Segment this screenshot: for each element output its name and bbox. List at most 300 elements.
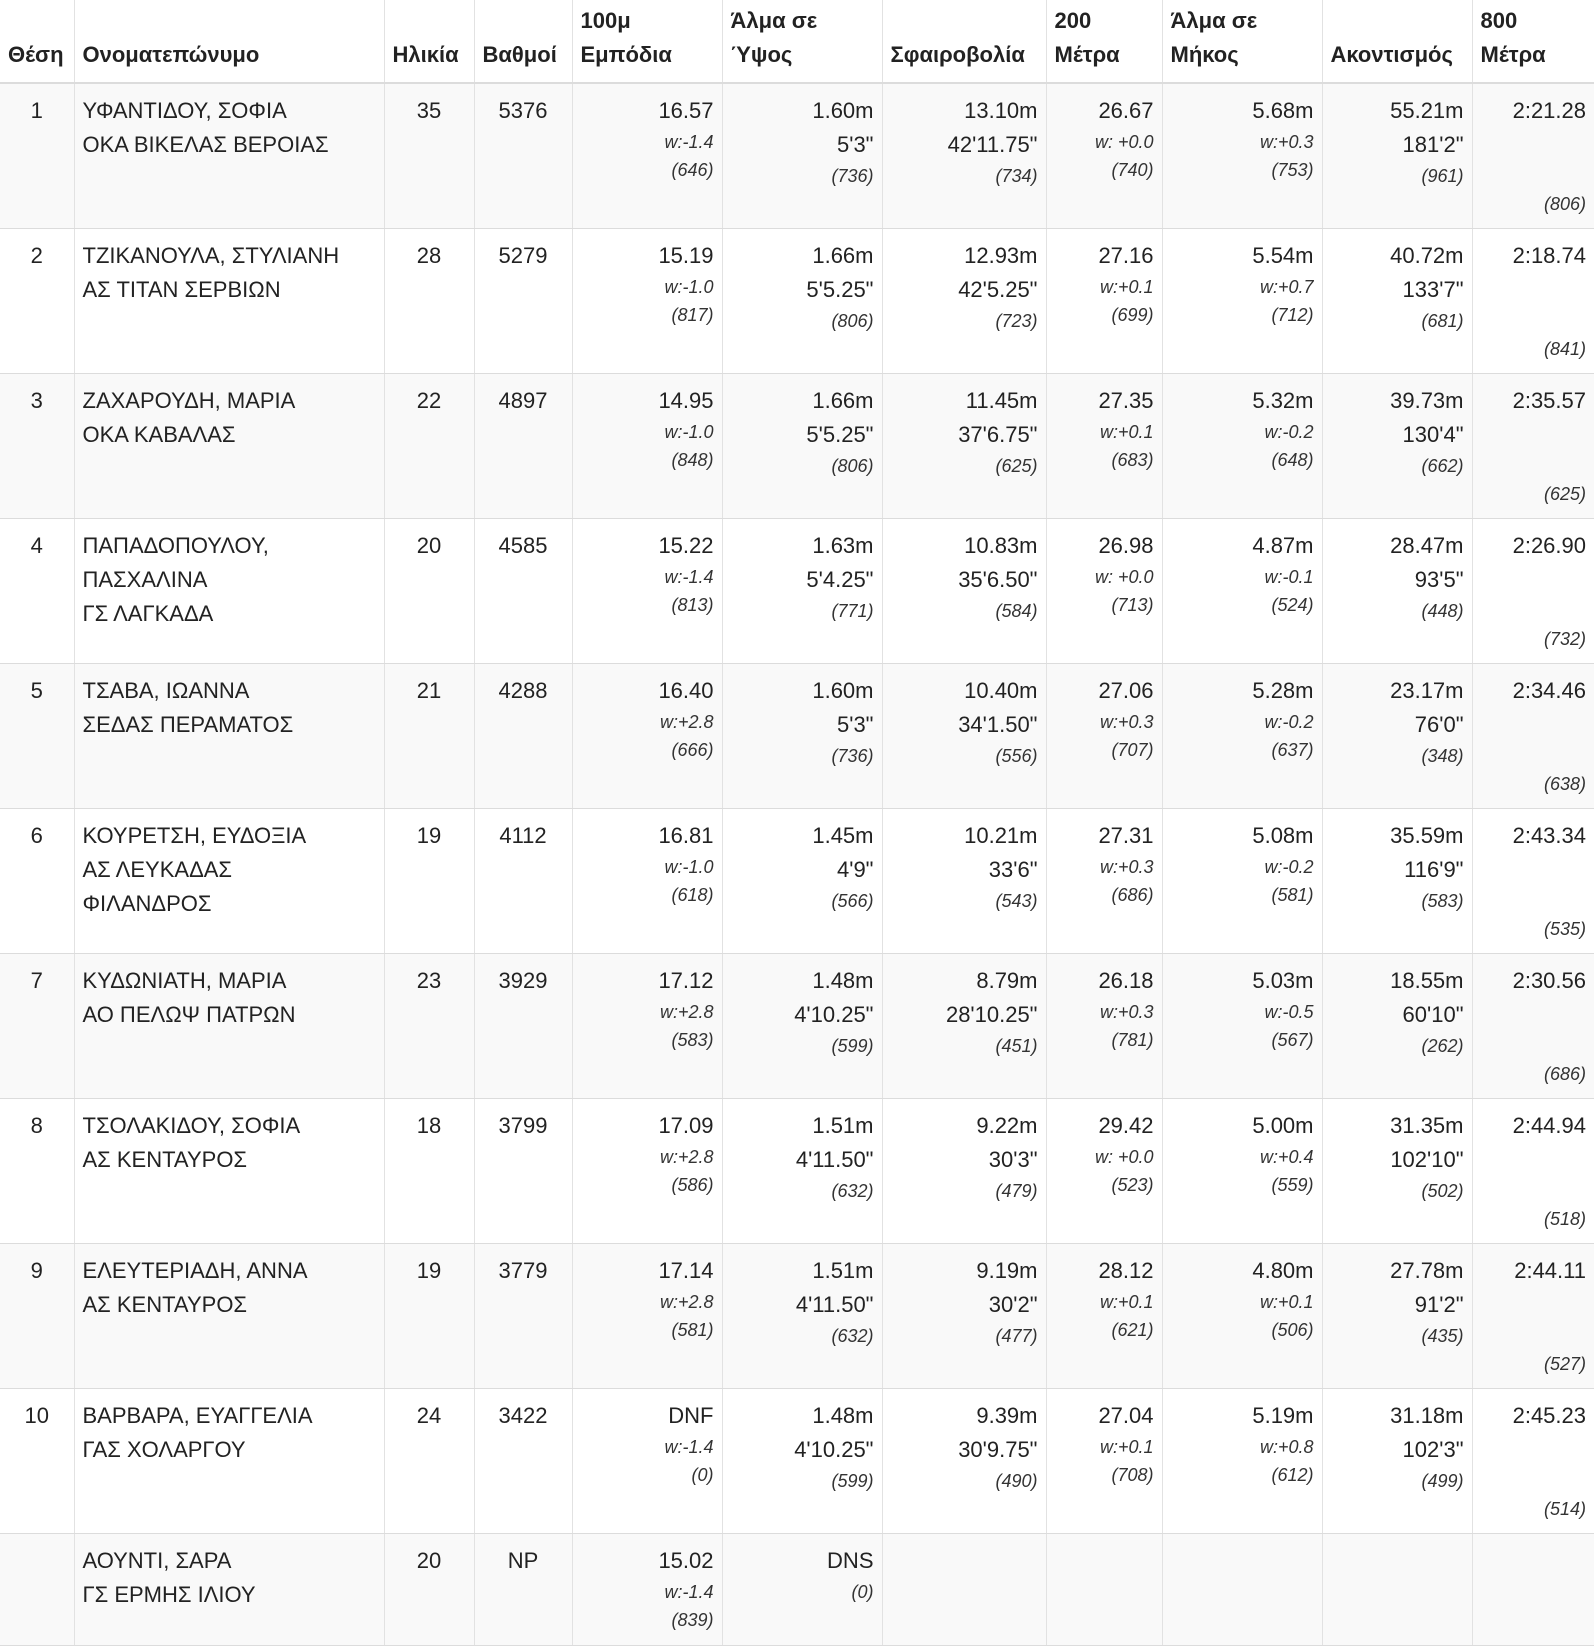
shot-put-cell bbox=[882, 1244, 1046, 1389]
event-mark: 2:44.94 bbox=[1512, 1113, 1586, 1138]
athlete-line: ΟΚΑ ΚΑΒΑΛΑΣ bbox=[82, 422, 236, 447]
event-points: (618) bbox=[671, 885, 714, 905]
points-cell: 5376 bbox=[474, 83, 572, 229]
event-mark: 1.48m bbox=[812, 968, 874, 993]
event-mark: 16.57 bbox=[658, 98, 714, 123]
athlete-line: ΠΑΣΧΑΛΙΝΑ bbox=[82, 567, 208, 592]
athlete-line: ΒΑΡΒΑΡΑ, ΕΥΑΓΓΕΛΙΑ bbox=[82, 1403, 313, 1428]
event-mark: 15.22 bbox=[658, 533, 714, 558]
long-jump-cell bbox=[1162, 1099, 1322, 1244]
event-points: (734) bbox=[995, 166, 1038, 186]
athlete-line: ΚΟΥΡΕΤΣΗ, ΕΥΔΟΞΙΑ bbox=[82, 823, 307, 848]
m200-cell bbox=[1046, 83, 1162, 229]
event-points: (518) bbox=[1543, 1209, 1586, 1229]
event-mark: 27.04 bbox=[1098, 1403, 1154, 1428]
athlete-line: ΚΥΔΩΝΙΑΤΗ, ΜΑΡΙΑ bbox=[82, 968, 287, 993]
event-points: (477) bbox=[995, 1326, 1038, 1346]
high-jump-cell bbox=[722, 1099, 882, 1244]
place-cell: 4 bbox=[0, 519, 74, 664]
points-cell: 3799 bbox=[474, 1099, 572, 1244]
event-mark: 2:18.74 bbox=[1512, 243, 1586, 268]
athlete-line: ΤΣΑΒΑ, ΙΩΑΝΝΑ bbox=[82, 678, 250, 703]
wind-reading: w:+0.1 bbox=[1099, 277, 1154, 297]
imperial-mark: 30'2" bbox=[988, 1292, 1038, 1317]
event-points: (502) bbox=[1421, 1181, 1464, 1201]
event-mark: 17.12 bbox=[658, 968, 714, 993]
event-mark: 1.66m bbox=[812, 388, 874, 413]
points-cell: 4112 bbox=[474, 809, 572, 954]
event-points: (556) bbox=[995, 746, 1038, 766]
event-points: (451) bbox=[995, 1036, 1038, 1056]
long-jump-cell bbox=[1162, 519, 1322, 664]
javelin-cell bbox=[1322, 1389, 1472, 1534]
points-cell: NP bbox=[474, 1534, 572, 1646]
shot-put-cell bbox=[882, 519, 1046, 664]
event-points: (435) bbox=[1421, 1326, 1464, 1346]
m200-cell bbox=[1046, 954, 1162, 1099]
hurdles-cell bbox=[572, 519, 722, 664]
event-mark: 2:35.57 bbox=[1512, 388, 1586, 413]
wind-reading: w:-1.0 bbox=[664, 857, 714, 877]
event-points: (0) bbox=[851, 1582, 874, 1602]
event-mark: 5.28m bbox=[1252, 678, 1314, 703]
event-points: (262) bbox=[1421, 1036, 1464, 1056]
event-mark: 27.78m bbox=[1390, 1258, 1464, 1283]
event-points: (707) bbox=[1111, 740, 1154, 760]
event-points: (686) bbox=[1543, 1064, 1586, 1084]
shot-put-cell bbox=[882, 1099, 1046, 1244]
age-cell: 20 bbox=[384, 1534, 474, 1646]
event-points: (535) bbox=[1543, 919, 1586, 939]
event-mark: 9.39m bbox=[976, 1403, 1038, 1428]
athlete-line: ΦΙΛΑΝΔΡΟΣ bbox=[82, 891, 212, 916]
wind-reading: w:+0.1 bbox=[1099, 1292, 1154, 1312]
long-jump-cell bbox=[1162, 664, 1322, 809]
event-points: (666) bbox=[671, 740, 714, 760]
header-place: Θέση bbox=[0, 0, 74, 83]
points-cell: 3422 bbox=[474, 1389, 572, 1534]
high-jump-cell bbox=[722, 374, 882, 519]
place-cell: 8 bbox=[0, 1099, 74, 1244]
event-mark: 9.19m bbox=[976, 1258, 1038, 1283]
wind-reading: w:-0.2 bbox=[1264, 857, 1314, 877]
event-mark: 8.79m bbox=[976, 968, 1038, 993]
event-mark: 4.80m bbox=[1252, 1258, 1314, 1283]
event-mark: 4.87m bbox=[1252, 533, 1314, 558]
wind-reading: w:+0.3 bbox=[1099, 857, 1154, 877]
m800-cell bbox=[1472, 229, 1594, 374]
event-points: (632) bbox=[831, 1326, 874, 1346]
header-points: Βαθμοί bbox=[474, 0, 572, 83]
event-mark: 31.18m bbox=[1390, 1403, 1464, 1428]
age-cell: 19 bbox=[384, 1244, 474, 1389]
event-points: (490) bbox=[995, 1471, 1038, 1491]
athlete-line: ΑΟ ΠΕΛΩΨ ΠΑΤΡΩΝ bbox=[82, 1002, 296, 1027]
age-cell: 20 bbox=[384, 519, 474, 664]
age-cell: 23 bbox=[384, 954, 474, 1099]
event-mark: 9.22m bbox=[976, 1113, 1038, 1138]
event-mark: 2:44.11 bbox=[1514, 1258, 1586, 1283]
athlete-cell bbox=[74, 1099, 384, 1244]
event-points: (499) bbox=[1421, 1471, 1464, 1491]
athlete-cell bbox=[74, 229, 384, 374]
event-mark: 1.51m bbox=[812, 1258, 874, 1283]
header-age: Ηλικία bbox=[384, 0, 474, 83]
event-mark: 27.16 bbox=[1098, 243, 1154, 268]
event-mark: DNS bbox=[827, 1548, 874, 1573]
athlete-line: ΣΕΔΑΣ ΠΕΡΑΜΑΤΟΣ bbox=[82, 712, 294, 737]
event-mark: 10.21m bbox=[964, 823, 1038, 848]
table-row bbox=[0, 519, 1594, 664]
imperial-mark: 37'6.75" bbox=[958, 422, 1038, 447]
event-mark: 1.51m bbox=[812, 1113, 874, 1138]
age-cell: 28 bbox=[384, 229, 474, 374]
event-mark: 17.14 bbox=[658, 1258, 714, 1283]
age-cell: 18 bbox=[384, 1099, 474, 1244]
event-mark: 16.81 bbox=[658, 823, 714, 848]
event-mark: 10.83m bbox=[964, 533, 1038, 558]
age-cell: 24 bbox=[384, 1389, 474, 1534]
imperial-mark: 130'4" bbox=[1402, 422, 1464, 447]
imperial-mark: 5'4.25" bbox=[806, 567, 874, 592]
athlete-line: ΑΣ ΚΕΝΤΑΥΡΟΣ bbox=[82, 1147, 248, 1172]
m200-cell bbox=[1046, 229, 1162, 374]
long-jump-cell bbox=[1162, 1244, 1322, 1389]
hurdles-cell bbox=[572, 83, 722, 229]
shot-put-cell bbox=[882, 1534, 1046, 1646]
event-points: (584) bbox=[995, 601, 1038, 621]
shot-put-cell bbox=[882, 1389, 1046, 1534]
event-mark: 39.73m bbox=[1390, 388, 1464, 413]
table-row bbox=[0, 954, 1594, 1099]
wind-reading: w:-1.0 bbox=[664, 422, 714, 442]
imperial-mark: 35'6.50" bbox=[958, 567, 1038, 592]
event-points: (586) bbox=[671, 1175, 714, 1195]
hurdles-cell bbox=[572, 1099, 722, 1244]
imperial-mark: 5'5.25" bbox=[806, 277, 874, 302]
high-jump-cell bbox=[722, 229, 882, 374]
hurdles-cell bbox=[572, 374, 722, 519]
event-mark: 5.68m bbox=[1252, 98, 1314, 123]
javelin-cell bbox=[1322, 1534, 1472, 1646]
hurdles-cell bbox=[572, 229, 722, 374]
points-cell: 4288 bbox=[474, 664, 572, 809]
m200-cell bbox=[1046, 1244, 1162, 1389]
hurdles-cell bbox=[572, 1389, 722, 1534]
m200-cell bbox=[1046, 1099, 1162, 1244]
hurdles-cell bbox=[572, 954, 722, 1099]
event-points: (625) bbox=[1543, 484, 1586, 504]
event-points: (506) bbox=[1271, 1320, 1314, 1340]
place-cell: 3 bbox=[0, 374, 74, 519]
event-points: (753) bbox=[1271, 160, 1314, 180]
event-mark: 27.35 bbox=[1098, 388, 1154, 413]
wind-reading: w:+2.8 bbox=[659, 1292, 714, 1312]
event-mark: 1.60m bbox=[812, 678, 874, 703]
imperial-mark: 5'3" bbox=[837, 712, 874, 737]
event-points: (708) bbox=[1111, 1465, 1154, 1485]
event-mark: 18.55m bbox=[1390, 968, 1464, 993]
event-mark: 5.08m bbox=[1252, 823, 1314, 848]
m200-cell bbox=[1046, 374, 1162, 519]
event-points: (699) bbox=[1111, 305, 1154, 325]
wind-reading: w: +0.0 bbox=[1094, 1147, 1154, 1167]
javelin-cell bbox=[1322, 229, 1472, 374]
m800-cell bbox=[1472, 809, 1594, 954]
points-cell: 5279 bbox=[474, 229, 572, 374]
event-mark: 12.93m bbox=[964, 243, 1038, 268]
event-mark: 26.98 bbox=[1098, 533, 1154, 558]
event-mark: 5.03m bbox=[1252, 968, 1314, 993]
event-mark: 2:45.23 bbox=[1512, 1403, 1586, 1428]
event-points: (648) bbox=[1271, 450, 1314, 470]
wind-reading: w:+0.3 bbox=[1259, 132, 1314, 152]
event-points: (524) bbox=[1271, 595, 1314, 615]
header-javelin: Ακοντισμός bbox=[1322, 0, 1472, 83]
place-cell: 1 bbox=[0, 83, 74, 229]
wind-reading: w:+0.1 bbox=[1099, 422, 1154, 442]
athlete-line: ΓΑΣ ΧΟΛΑΡΓΟΥ bbox=[82, 1437, 246, 1462]
event-points: (736) bbox=[831, 166, 874, 186]
m800-cell bbox=[1472, 1244, 1594, 1389]
event-points: (841) bbox=[1543, 339, 1586, 359]
event-mark: 2:34.46 bbox=[1512, 678, 1586, 703]
place-cell: 7 bbox=[0, 954, 74, 1099]
event-mark: DNF bbox=[668, 1403, 714, 1428]
m800-cell bbox=[1472, 374, 1594, 519]
high-jump-cell bbox=[722, 664, 882, 809]
event-points: (599) bbox=[831, 1036, 874, 1056]
place-cell: 5 bbox=[0, 664, 74, 809]
event-mark: 2:30.56 bbox=[1512, 968, 1586, 993]
place-cell: 9 bbox=[0, 1244, 74, 1389]
m800-cell bbox=[1472, 954, 1594, 1099]
imperial-mark: 30'9.75" bbox=[958, 1437, 1038, 1462]
table-row bbox=[0, 809, 1594, 954]
long-jump-cell bbox=[1162, 809, 1322, 954]
imperial-mark: 76'0" bbox=[1414, 712, 1464, 737]
event-points: (599) bbox=[831, 1471, 874, 1491]
imperial-mark: 34'1.50" bbox=[958, 712, 1038, 737]
wind-reading: w:+0.3 bbox=[1099, 712, 1154, 732]
hurdles-cell bbox=[572, 664, 722, 809]
athlete-line: ΕΛΕΥΤΕΡΙΑΔΗ, ΑΝΝΑ bbox=[82, 1258, 308, 1283]
athlete-line: ΥΦΑΝΤΙΔΟΥ, ΣΟΦΙΑ bbox=[82, 98, 287, 123]
hurdles-cell bbox=[572, 1534, 722, 1646]
imperial-mark: 4'11.50" bbox=[795, 1147, 874, 1172]
header-hurdles: 100μ Εμπόδια bbox=[572, 0, 722, 83]
event-points: (771) bbox=[831, 601, 874, 621]
high-jump-cell bbox=[722, 1244, 882, 1389]
header-800m: 800 Μέτρα bbox=[1472, 0, 1594, 83]
event-points: (662) bbox=[1421, 456, 1464, 476]
points-cell: 4585 bbox=[474, 519, 572, 664]
event-points: (567) bbox=[1271, 1030, 1314, 1050]
event-mark: 10.40m bbox=[964, 678, 1038, 703]
imperial-mark: 93'5" bbox=[1414, 567, 1464, 592]
athlete-cell bbox=[74, 1244, 384, 1389]
wind-reading: w:-1.0 bbox=[664, 277, 714, 297]
event-points: (817) bbox=[671, 305, 714, 325]
event-mark: 1.66m bbox=[812, 243, 874, 268]
age-cell: 19 bbox=[384, 809, 474, 954]
table-row bbox=[0, 664, 1594, 809]
m800-cell bbox=[1472, 1389, 1594, 1534]
javelin-cell bbox=[1322, 83, 1472, 229]
event-points: (681) bbox=[1421, 311, 1464, 331]
athlete-cell bbox=[74, 809, 384, 954]
event-points: (646) bbox=[671, 160, 714, 180]
javelin-cell bbox=[1322, 1244, 1472, 1389]
event-mark: 27.06 bbox=[1098, 678, 1154, 703]
event-mark: 17.09 bbox=[658, 1113, 714, 1138]
imperial-mark: 4'10.25" bbox=[794, 1002, 874, 1027]
javelin-cell bbox=[1322, 1099, 1472, 1244]
event-points: (559) bbox=[1271, 1175, 1314, 1195]
wind-reading: w:+0.7 bbox=[1259, 277, 1314, 297]
event-mark: 40.72m bbox=[1390, 243, 1464, 268]
table-row bbox=[0, 1099, 1594, 1244]
hurdles-cell bbox=[572, 809, 722, 954]
imperial-mark: 133'7" bbox=[1402, 277, 1464, 302]
age-cell: 21 bbox=[384, 664, 474, 809]
event-points: (813) bbox=[671, 595, 714, 615]
event-mark: 23.17m bbox=[1390, 678, 1464, 703]
shot-put-cell bbox=[882, 809, 1046, 954]
wind-reading: w:+0.1 bbox=[1099, 1437, 1154, 1457]
table-row bbox=[0, 229, 1594, 374]
imperial-mark: 33'6" bbox=[988, 857, 1038, 882]
m800-cell bbox=[1472, 83, 1594, 229]
athlete-line: ΑΣ ΚΕΝΤΑΥΡΟΣ bbox=[82, 1292, 248, 1317]
header-name: Ονοματεπώνυμο bbox=[74, 0, 384, 83]
athlete-line: ΑΣ ΛΕΥΚΑΔΑΣ bbox=[82, 857, 233, 882]
event-points: (583) bbox=[1421, 891, 1464, 911]
athlete-line: ΑΟΥΝΤΙ, ΣΑΡΑ bbox=[82, 1548, 232, 1573]
header-row bbox=[0, 0, 1594, 83]
place-cell bbox=[0, 1534, 74, 1646]
event-points: (686) bbox=[1111, 885, 1154, 905]
event-mark: 26.67 bbox=[1098, 98, 1154, 123]
event-mark: 14.95 bbox=[658, 388, 714, 413]
athlete-line: ΓΣ ΛΑΓΚΑΔΑ bbox=[82, 601, 214, 626]
points-cell: 3929 bbox=[474, 954, 572, 1099]
athlete-line: ΟΚΑ ΒΙΚΕΛΑΣ ΒΕΡΟΙΑΣ bbox=[82, 132, 329, 157]
header-long-jump: Άλμα σε Μήκος bbox=[1162, 0, 1322, 83]
athlete-cell bbox=[74, 1389, 384, 1534]
event-points: (781) bbox=[1111, 1030, 1154, 1050]
header-200m: 200 Μέτρα bbox=[1046, 0, 1162, 83]
high-jump-cell bbox=[722, 519, 882, 664]
imperial-mark: 91'2" bbox=[1414, 1292, 1464, 1317]
athlete-cell bbox=[74, 374, 384, 519]
shot-put-cell bbox=[882, 229, 1046, 374]
imperial-mark: 28'10.25" bbox=[945, 1002, 1038, 1027]
m200-cell bbox=[1046, 519, 1162, 664]
results-body bbox=[0, 83, 1594, 1646]
m200-cell bbox=[1046, 664, 1162, 809]
imperial-mark: 102'3" bbox=[1402, 1437, 1464, 1462]
javelin-cell bbox=[1322, 809, 1472, 954]
event-points: (581) bbox=[671, 1320, 714, 1340]
event-points: (566) bbox=[831, 891, 874, 911]
m200-cell bbox=[1046, 1389, 1162, 1534]
event-mark: 5.54m bbox=[1252, 243, 1314, 268]
shot-put-cell bbox=[882, 954, 1046, 1099]
points-cell: 4897 bbox=[474, 374, 572, 519]
wind-reading: w:-1.4 bbox=[664, 132, 714, 152]
event-points: (625) bbox=[995, 456, 1038, 476]
event-mark: 1.63m bbox=[812, 533, 874, 558]
athlete-line: ΤΖΙΚΑΝΟΥΛΑ, ΣΤΥΛΙΑΝΗ bbox=[82, 243, 340, 268]
event-points: (806) bbox=[831, 456, 874, 476]
wind-reading: w:+0.1 bbox=[1259, 1292, 1314, 1312]
event-points: (683) bbox=[1111, 450, 1154, 470]
event-mark: 28.12 bbox=[1098, 1258, 1154, 1283]
event-mark: 26.18 bbox=[1098, 968, 1154, 993]
event-points: (0) bbox=[691, 1465, 714, 1485]
event-points: (839) bbox=[671, 1610, 714, 1630]
event-points: (543) bbox=[995, 891, 1038, 911]
event-points: (581) bbox=[1271, 885, 1314, 905]
imperial-mark: 181'2" bbox=[1402, 132, 1464, 157]
long-jump-cell bbox=[1162, 1534, 1322, 1646]
event-points: (848) bbox=[671, 450, 714, 470]
wind-reading: w:-1.4 bbox=[664, 567, 714, 587]
event-points: (740) bbox=[1111, 160, 1154, 180]
place-cell: 2 bbox=[0, 229, 74, 374]
javelin-cell bbox=[1322, 519, 1472, 664]
wind-reading: w:+0.3 bbox=[1099, 1002, 1154, 1022]
event-points: (961) bbox=[1421, 166, 1464, 186]
event-mark: 27.31 bbox=[1098, 823, 1154, 848]
m200-cell bbox=[1046, 809, 1162, 954]
table-row bbox=[0, 374, 1594, 519]
event-points: (612) bbox=[1271, 1465, 1314, 1485]
table-row bbox=[0, 1534, 1594, 1646]
event-points: (479) bbox=[995, 1181, 1038, 1201]
event-points: (637) bbox=[1271, 740, 1314, 760]
athlete-line: ΤΣΟΛΑΚΙΔΟΥ, ΣΟΦΙΑ bbox=[82, 1113, 301, 1138]
high-jump-cell bbox=[722, 954, 882, 1099]
shot-put-cell bbox=[882, 664, 1046, 809]
event-mark: 31.35m bbox=[1390, 1113, 1464, 1138]
imperial-mark: 116'9" bbox=[1404, 857, 1464, 882]
event-mark: 11.45m bbox=[965, 388, 1038, 413]
event-mark: 5.32m bbox=[1252, 388, 1314, 413]
wind-reading: w:-0.2 bbox=[1264, 712, 1314, 732]
wind-reading: w:+2.8 bbox=[659, 1002, 714, 1022]
wind-reading: w:+2.8 bbox=[659, 1147, 714, 1167]
high-jump-cell bbox=[722, 83, 882, 229]
event-points: (621) bbox=[1111, 1320, 1154, 1340]
event-mark: 16.40 bbox=[658, 678, 714, 703]
long-jump-cell bbox=[1162, 83, 1322, 229]
wind-reading: w: +0.0 bbox=[1094, 132, 1154, 152]
wind-reading: w:+0.4 bbox=[1259, 1147, 1314, 1167]
shot-put-cell bbox=[882, 374, 1046, 519]
imperial-mark: 30'3" bbox=[988, 1147, 1038, 1172]
long-jump-cell bbox=[1162, 1389, 1322, 1534]
points-cell: 3779 bbox=[474, 1244, 572, 1389]
event-mark: 55.21m bbox=[1390, 98, 1464, 123]
wind-reading: w:-0.1 bbox=[1264, 567, 1314, 587]
event-mark: 1.60m bbox=[812, 98, 874, 123]
m800-cell bbox=[1472, 519, 1594, 664]
event-points: (638) bbox=[1543, 774, 1586, 794]
wind-reading: w:+2.8 bbox=[659, 712, 714, 732]
age-cell: 22 bbox=[384, 374, 474, 519]
